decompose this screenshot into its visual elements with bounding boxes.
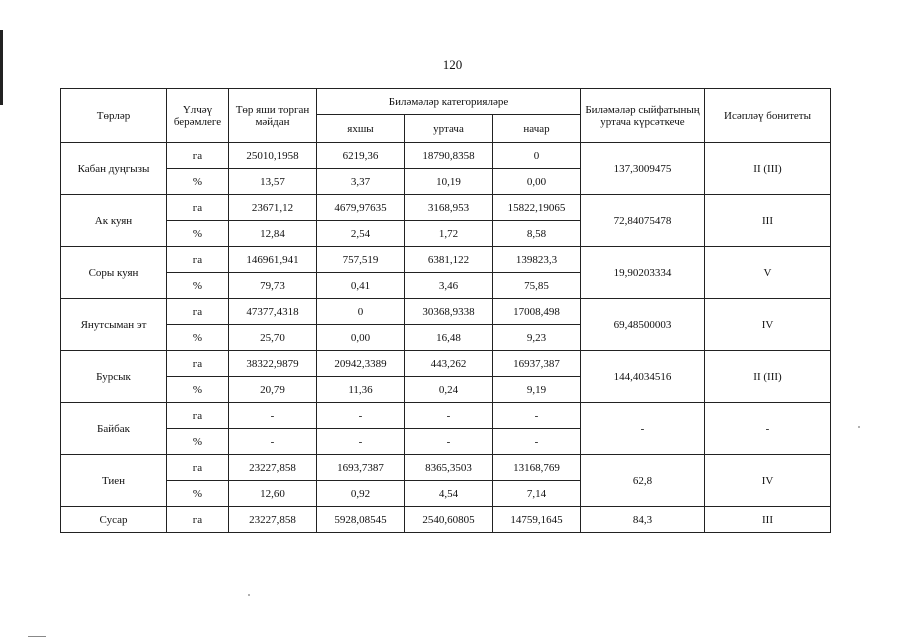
cell-unit: % xyxy=(167,325,229,351)
cell-unit: % xyxy=(167,429,229,455)
table-row xyxy=(61,143,831,169)
header-bonitet: Исәпләү бонитеты xyxy=(705,89,831,143)
cell-good: 0 xyxy=(317,299,405,325)
cell-area: 25,70 xyxy=(229,325,317,351)
cell-bonitet: IV xyxy=(705,299,831,351)
cell-medium: 16,48 xyxy=(405,325,493,351)
cell-good: 2,54 xyxy=(317,221,405,247)
cell-unit: га xyxy=(167,195,229,221)
cell-poor: 139823,3 xyxy=(493,247,581,273)
cell-poor: 9,23 xyxy=(493,325,581,351)
cell-quality: 137,3009475 xyxy=(581,143,705,195)
cell-quality: 62,8 xyxy=(581,455,705,507)
cell-unit: % xyxy=(167,481,229,507)
species-name: Сусар xyxy=(61,507,167,533)
table-row xyxy=(61,195,831,221)
cell-area: 20,79 xyxy=(229,377,317,403)
cell-good: 6219,36 xyxy=(317,143,405,169)
cell-poor: 7,14 xyxy=(493,481,581,507)
cell-quality: 84,3 xyxy=(581,507,705,533)
cell-medium: 10,19 xyxy=(405,169,493,195)
cell-area: 47377,4318 xyxy=(229,299,317,325)
cell-unit: га xyxy=(167,143,229,169)
cell-area: 23671,12 xyxy=(229,195,317,221)
scan-speck xyxy=(858,426,860,428)
species-name: Кабан дуңгызы xyxy=(61,143,167,195)
cell-good: 0,00 xyxy=(317,325,405,351)
cell-bonitet: II (III) xyxy=(705,351,831,403)
header-poor: начар xyxy=(493,115,581,143)
cell-unit: га xyxy=(167,351,229,377)
species-name: Тиен xyxy=(61,455,167,507)
cell-area: 23227,858 xyxy=(229,507,317,533)
cell-poor: 9,19 xyxy=(493,377,581,403)
cell-bonitet: II (III) xyxy=(705,143,831,195)
table-row xyxy=(61,507,831,533)
cell-medium: 3,46 xyxy=(405,273,493,299)
cell-quality: - xyxy=(581,403,705,455)
cell-good: 20942,3389 xyxy=(317,351,405,377)
cell-bonitet: III xyxy=(705,195,831,247)
cell-quality: 72,84075478 xyxy=(581,195,705,247)
header-area: Төр яши торган мәйдан xyxy=(229,89,317,143)
cell-poor: 17008,498 xyxy=(493,299,581,325)
cell-good: 1693,7387 xyxy=(317,455,405,481)
cell-area: 12,60 xyxy=(229,481,317,507)
cell-unit: га xyxy=(167,299,229,325)
header-types: Төрләр xyxy=(61,89,167,143)
table-row xyxy=(61,455,831,481)
cell-poor: 16937,387 xyxy=(493,351,581,377)
cell-good: 757,519 xyxy=(317,247,405,273)
cell-area: 12,84 xyxy=(229,221,317,247)
cell-medium: 30368,9338 xyxy=(405,299,493,325)
cell-area: 13,57 xyxy=(229,169,317,195)
species-name: Янутсыман эт xyxy=(61,299,167,351)
cell-area: 25010,1958 xyxy=(229,143,317,169)
table-row xyxy=(61,247,831,273)
cell-good: 11,36 xyxy=(317,377,405,403)
species-name: Бурсык xyxy=(61,351,167,403)
cell-good: - xyxy=(317,429,405,455)
cell-poor: 13168,769 xyxy=(493,455,581,481)
cell-unit: га xyxy=(167,507,229,533)
cell-area: 23227,858 xyxy=(229,455,317,481)
cell-medium: 8365,3503 xyxy=(405,455,493,481)
cell-quality: 69,48500003 xyxy=(581,299,705,351)
table-row xyxy=(61,403,831,429)
header-medium: уртача xyxy=(405,115,493,143)
cell-bonitet: V xyxy=(705,247,831,299)
cell-medium: 2540,60805 xyxy=(405,507,493,533)
cell-medium: 18790,8358 xyxy=(405,143,493,169)
scan-bottom-mark xyxy=(28,636,46,637)
cell-poor: 15822,19065 xyxy=(493,195,581,221)
cell-area: 38322,9879 xyxy=(229,351,317,377)
cell-medium: 1,72 xyxy=(405,221,493,247)
species-name: Байбак xyxy=(61,403,167,455)
cell-medium: 443,262 xyxy=(405,351,493,377)
header-unit: Үлчәү берәмлеге xyxy=(167,89,229,143)
cell-unit: % xyxy=(167,169,229,195)
cell-unit: га xyxy=(167,403,229,429)
cell-bonitet: III xyxy=(705,507,831,533)
cell-poor: 0 xyxy=(493,143,581,169)
species-name: Соры куян xyxy=(61,247,167,299)
page-number: 120 xyxy=(442,57,463,72)
cell-unit: га xyxy=(167,247,229,273)
cell-good: 4679,97635 xyxy=(317,195,405,221)
cell-poor: 8,58 xyxy=(493,221,581,247)
habitat-table xyxy=(60,88,831,533)
species-name: Ак куян xyxy=(61,195,167,247)
cell-medium: 3168,953 xyxy=(405,195,493,221)
cell-area: - xyxy=(229,403,317,429)
cell-bonitet: IV xyxy=(705,455,831,507)
header-good: яхшы xyxy=(317,115,405,143)
table-row xyxy=(61,299,831,325)
cell-poor: 14759,1645 xyxy=(493,507,581,533)
cell-poor: 75,85 xyxy=(493,273,581,299)
table-row xyxy=(61,351,831,377)
cell-medium: - xyxy=(405,429,493,455)
cell-unit: % xyxy=(167,273,229,299)
cell-medium: 6381,122 xyxy=(405,247,493,273)
cell-poor: 0,00 xyxy=(493,169,581,195)
cell-area: 79,73 xyxy=(229,273,317,299)
cell-unit: га xyxy=(167,455,229,481)
cell-unit: % xyxy=(167,377,229,403)
cell-good: - xyxy=(317,403,405,429)
cell-good: 3,37 xyxy=(317,169,405,195)
cell-quality: 19,90203334 xyxy=(581,247,705,299)
cell-medium: 0,24 xyxy=(405,377,493,403)
cell-bonitet: - xyxy=(705,403,831,455)
cell-poor: - xyxy=(493,429,581,455)
scan-speck xyxy=(248,594,250,596)
cell-area: 146961,941 xyxy=(229,247,317,273)
cell-poor: - xyxy=(493,403,581,429)
cell-area: - xyxy=(229,429,317,455)
cell-good: 5928,08545 xyxy=(317,507,405,533)
cell-good: 0,92 xyxy=(317,481,405,507)
cell-good: 0,41 xyxy=(317,273,405,299)
cell-medium: - xyxy=(405,403,493,429)
header-categories: Биләмәләр категорияләре xyxy=(317,89,581,115)
cell-medium: 4,54 xyxy=(405,481,493,507)
cell-unit: % xyxy=(167,221,229,247)
cell-quality: 144,4034516 xyxy=(581,351,705,403)
header-quality: Биләмәләр сыйфатының уртача күрсәткече xyxy=(581,89,705,143)
